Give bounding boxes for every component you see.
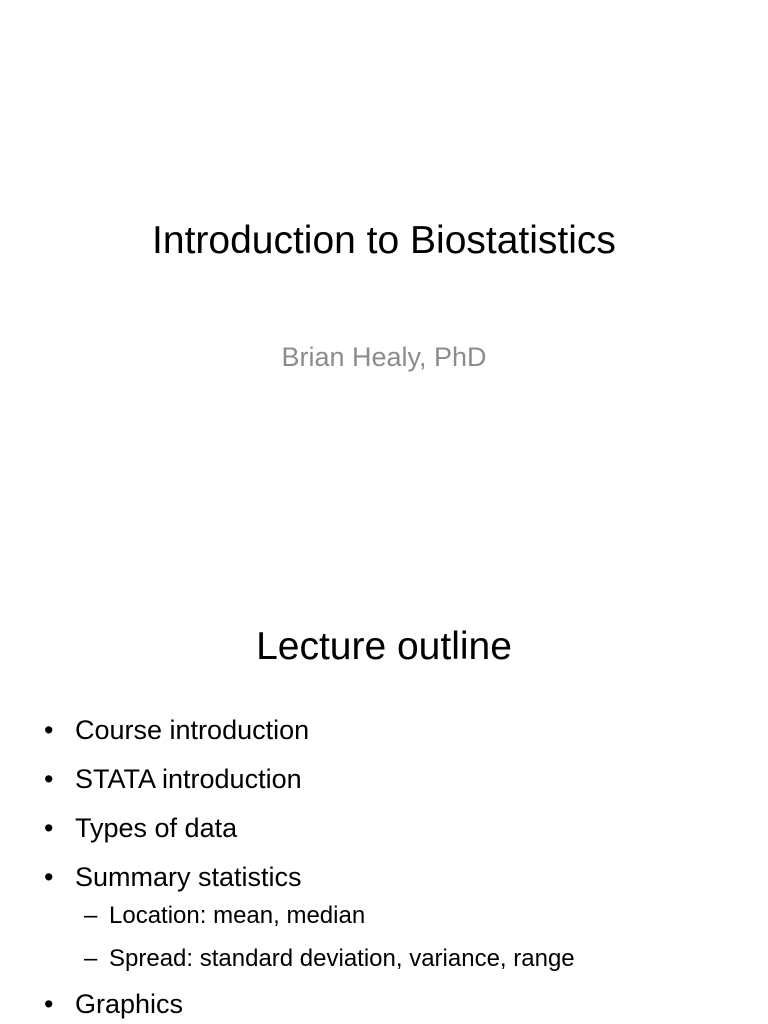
bullet-icon: • (44, 989, 54, 1019)
sub-outline-item-label: Spread: standard deviation, variance, range (109, 945, 575, 972)
bullet-icon: • (44, 813, 54, 843)
outline-list (44, 714, 575, 1024)
outline-item (44, 714, 575, 746)
outline-item-label: Types of data (75, 813, 238, 843)
sub-outline-item (84, 902, 575, 930)
outline-item-label: Course introduction (75, 715, 310, 745)
presentation-title: Introduction to Biostatistics (152, 219, 616, 262)
sub-outline-list (84, 902, 575, 973)
outline-item-label: STATA introduction (75, 764, 302, 794)
bullet-icon: • (44, 715, 54, 745)
bullet-icon: • (44, 764, 54, 794)
outline-item (44, 812, 575, 844)
dash-icon: – (84, 945, 98, 972)
outline-item (44, 861, 575, 893)
outline-item (44, 763, 575, 795)
dash-icon: – (84, 902, 98, 929)
outline-item-label: Summary statistics (75, 862, 302, 892)
slide-title: Lecture outline (256, 625, 512, 668)
sub-outline-item-label: Location: mean, median (109, 902, 366, 929)
outline-slide (0, 570, 768, 1024)
outline-item-label: Graphics (75, 989, 184, 1019)
bullet-icon: • (44, 862, 54, 892)
outline-item (44, 988, 575, 1020)
presenter-name: Brian Healy, PhD (281, 342, 487, 372)
sub-outline-item (84, 945, 575, 973)
